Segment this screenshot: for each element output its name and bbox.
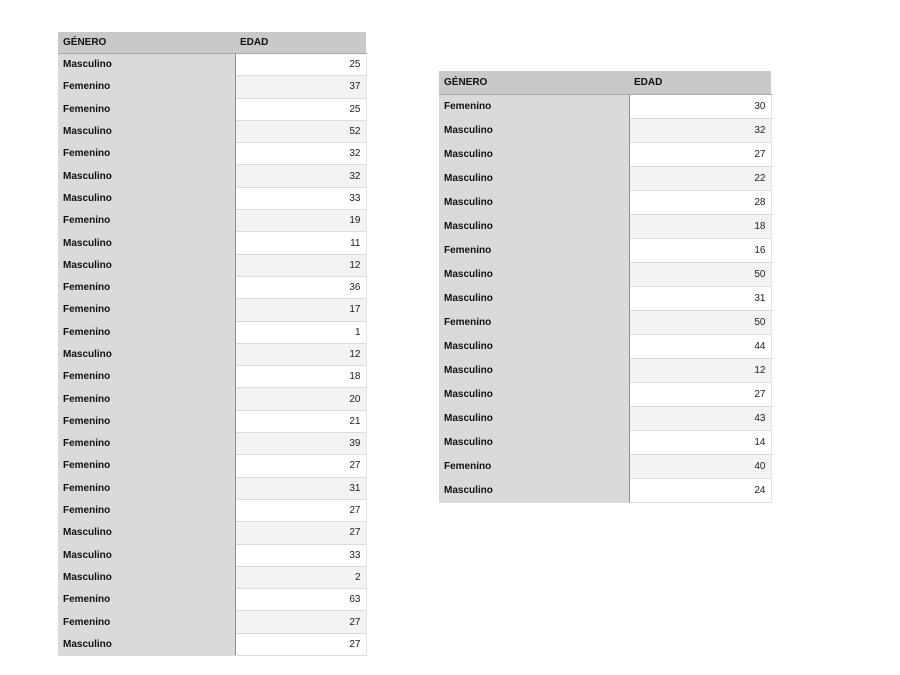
age-gender-table-left [58,32,367,656]
edad-cell: 31 [629,287,771,311]
genero-cell: Femenino [58,98,235,120]
genero-cell: Masculino [58,254,235,276]
genero-cell: Masculino [439,359,629,383]
genero-cell: Masculino [58,633,235,655]
table-row [439,215,771,239]
table-row [439,287,771,311]
table-row [58,455,366,477]
edad-cell: 43 [629,407,771,431]
genero-cell: Masculino [439,287,629,311]
table-row [58,120,366,142]
edad-cell: 1 [235,321,366,343]
genero-cell: Masculino [58,544,235,566]
table-row [58,433,366,455]
edad-cell: 32 [629,119,771,143]
genero-cell: Masculino [439,191,629,215]
genero-cell: Femenino [58,299,235,321]
table-row [58,321,366,343]
table-row [58,76,366,98]
table-row [58,522,366,544]
edad-cell: 25 [235,98,366,120]
genero-cell: Femenino [58,210,235,232]
genero-cell: Femenino [439,455,629,479]
column-header-edad: EDAD [629,71,771,95]
table-row [58,98,366,120]
genero-cell: Masculino [58,232,235,254]
table-row [58,276,366,298]
edad-cell: 36 [235,276,366,298]
edad-cell: 33 [235,187,366,209]
table-body [439,95,771,503]
genero-cell: Masculino [439,263,629,287]
table-row [58,187,366,209]
genero-cell: Femenino [439,239,629,263]
table-row [58,165,366,187]
genero-cell: Femenino [439,95,629,119]
edad-cell: 18 [235,366,366,388]
genero-cell: Masculino [58,343,235,365]
table-row [58,299,366,321]
table-row [58,254,366,276]
table-row [58,343,366,365]
edad-cell: 33 [235,544,366,566]
table-row [439,311,771,335]
edad-cell: 22 [629,167,771,191]
edad-cell: 24 [629,479,771,503]
genero-cell: Femenino [58,321,235,343]
edad-cell: 32 [235,165,366,187]
header-row [439,71,771,95]
edad-cell: 52 [235,120,366,142]
table-row [439,407,771,431]
edad-cell: 50 [629,263,771,287]
genero-cell: Femenino [58,276,235,298]
table-row [439,263,771,287]
edad-cell: 14 [629,431,771,455]
genero-cell: Masculino [58,187,235,209]
edad-cell: 21 [235,410,366,432]
genero-cell: Masculino [439,119,629,143]
table-body [58,54,366,656]
edad-cell: 27 [235,499,366,521]
edad-cell: 25 [235,54,366,76]
genero-cell: Femenino [58,388,235,410]
genero-cell: Femenino [58,366,235,388]
edad-cell: 32 [235,143,366,165]
table-row [58,499,366,521]
genero-cell: Masculino [58,522,235,544]
genero-cell: Femenino [58,143,235,165]
table-row [439,143,771,167]
genero-cell: Femenino [58,410,235,432]
table-row [439,359,771,383]
table-row [58,210,366,232]
edad-cell: 16 [629,239,771,263]
edad-cell: 11 [235,232,366,254]
edad-cell: 2 [235,566,366,588]
edad-cell: 40 [629,455,771,479]
edad-cell: 27 [629,383,771,407]
edad-cell: 27 [629,143,771,167]
table-row [439,119,771,143]
genero-cell: Masculino [58,120,235,142]
genero-cell: Masculino [58,54,235,76]
table-row [439,431,771,455]
table-row [439,455,771,479]
table-row [58,232,366,254]
table-row [58,589,366,611]
table-row [58,410,366,432]
table-row [439,167,771,191]
table-row [58,611,366,633]
genero-cell: Masculino [439,383,629,407]
genero-cell: Masculino [439,143,629,167]
edad-cell: 63 [235,589,366,611]
edad-cell: 27 [235,611,366,633]
edad-cell: 50 [629,311,771,335]
table-row [58,566,366,588]
edad-cell: 39 [235,433,366,455]
table-row [58,388,366,410]
edad-cell: 30 [629,95,771,119]
genero-cell: Femenino [58,76,235,98]
table-row [58,366,366,388]
table-row [439,383,771,407]
table-row [58,143,366,165]
genero-cell: Femenino [439,311,629,335]
age-gender-table-right [439,71,772,503]
edad-cell: 27 [235,522,366,544]
genero-cell: Femenino [58,499,235,521]
genero-cell: Femenino [58,455,235,477]
table-row [58,477,366,499]
edad-cell: 31 [235,477,366,499]
table-row [439,335,771,359]
genero-cell: Masculino [439,479,629,503]
edad-cell: 20 [235,388,366,410]
edad-cell: 28 [629,191,771,215]
genero-cell: Femenino [58,589,235,611]
edad-cell: 37 [235,76,366,98]
edad-cell: 12 [235,343,366,365]
table-row [58,544,366,566]
genero-cell: Masculino [58,165,235,187]
table-row [439,95,771,119]
edad-cell: 27 [235,633,366,655]
genero-cell: Masculino [439,335,629,359]
genero-cell: Masculino [439,215,629,239]
genero-cell: Masculino [439,431,629,455]
table-row [58,54,366,76]
edad-cell: 18 [629,215,771,239]
edad-cell: 44 [629,335,771,359]
table-row [439,479,771,503]
edad-cell: 12 [629,359,771,383]
genero-cell: Masculino [439,407,629,431]
edad-cell: 12 [235,254,366,276]
table-row [58,633,366,655]
header-row [58,32,366,54]
table-row [439,191,771,215]
edad-cell: 19 [235,210,366,232]
genero-cell: Femenino [58,477,235,499]
column-header-edad: EDAD [235,32,366,54]
table-row [439,239,771,263]
genero-cell: Masculino [58,566,235,588]
genero-cell: Masculino [439,167,629,191]
column-header-genero: GÉNERO [439,71,629,95]
edad-cell: 27 [235,455,366,477]
edad-cell: 17 [235,299,366,321]
column-header-genero: GÉNERO [58,32,235,54]
genero-cell: Femenino [58,433,235,455]
genero-cell: Femenino [58,611,235,633]
